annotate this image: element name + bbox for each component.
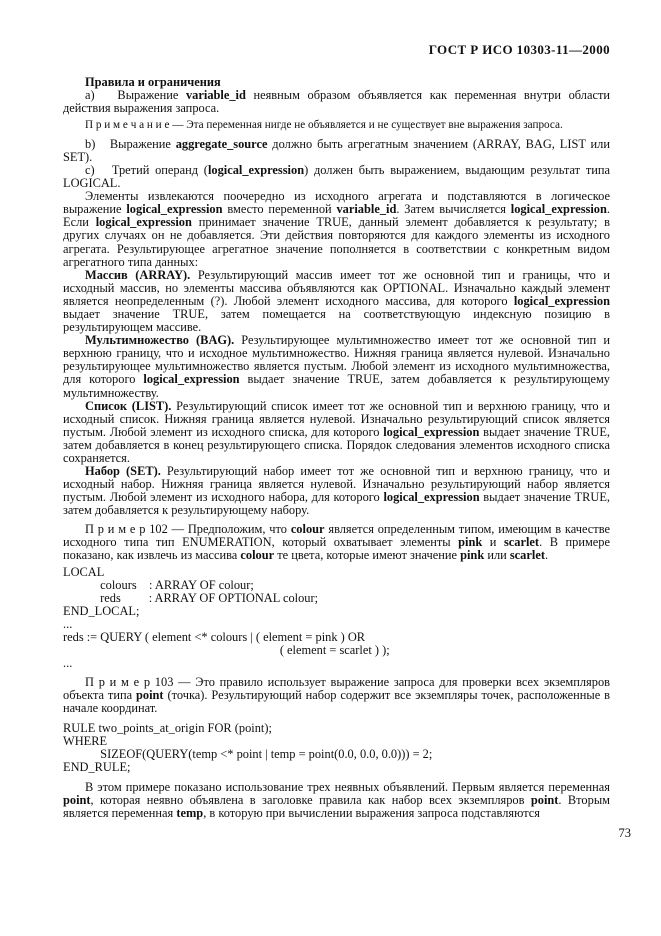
rule-item-c: c) Третий операнд (logical_expression) должен быть выражением, выдающим результат типа LOGICAL. — [63, 162, 611, 191]
paragraph-set: Набор (SET). Результирующий набор имеет тот же основной тип и верхнюю границу, что и исходный набор. Нижняя граница является нулевой. Изначально результирующий набор является пустым. Любой элемент из исходного набора, для которого logical_expression выдает значение TRUE, затем добавляется к результирующему набору. — [63, 464, 611, 518]
document-body — [63, 76, 610, 820]
note-paragraph: П р и м е ч а н и е — Эта переменная нигде не объявляется и не существует вне выражения запроса. — [85, 119, 563, 132]
example-102: П р и м е р 102 — Предположим, что colour является определенным типом, имеющим в качестве исходного типа тип ENUMERATION, который охватывает элементы pink и scarlet. В примере показано, как извлечь из массива colour те цвета, которые имеют значение pink или scarlet. — [63, 521, 611, 562]
paragraph-list: Список (LIST). Результирующий список имеет тот же основной тип и верхнюю границу, что и исходный список. Нижняя граница является нулевой. Изначально результирующий список является пустым. Любой элемент из исходного списка, для которого logical_expression выдает значение TRUE, затем добавляется в конец результирующего списка. Порядок следования элементов исходного списка сохраняется. — [63, 398, 611, 466]
paragraph-elements: Элементы извлекаются поочередно из исходного агрегата и подставляются в логическое выражение logical_expression вместо переменной variable_id. Затем вычисляется logical_expression. Если logical_expression принимает значение TRUE, данный элемент добавляется к результату; в других случаях он не добавляется. Эти действия повторяются для каждого элементы из исходного агрегата. Результирующее агрегатное значение пополняется в соответствии с конкретным видом агрегатного типа данных: — [63, 189, 611, 269]
rule-item-b: b) Выражение aggregate_source должно быть агрегатным значением (ARRAY, BAG, LIST или SET). — [63, 136, 610, 164]
document-header: ГОСТ Р ИСО 10303-11—2000 — [428, 42, 610, 57]
page-number: 73 — [618, 826, 631, 840]
example-103: П р и м е р 103 — Это правило использует выражение запроса для проверки всех экземпляров объекта типа point (точка). Результирующий набор содержит все экземпляры точек, расположенные в начале координат. — [63, 674, 610, 715]
rule-item-a: а) Выражение variable_id неявным образом объявляется как переменная внутри области действия выражения запроса. — [63, 88, 610, 116]
section-heading: Правила и ограничения — [85, 75, 221, 89]
paragraph-array: Массив (ARRAY). Результирующий массив имеет тот же основной тип и границы, что и исходный массив, но элементы массива объявляются как OPTIONAL. Изначально каждый элемент является неопределенным (?). Любой элемент исходного массива, для которого logical_expression выдает значение TRUE, затем помещается на соответствующую индексную позицию в результирующем массиве. — [63, 267, 610, 335]
paragraph-closing: В этом примере показано использование трех неявных объявлений. Первым является переменная point, которая неявно объявлена в заголовке правила как набор всех экземпляров point. Вторым является переменная temp, в которую при вычислении выражения запроса подставляются — [63, 780, 610, 821]
code-block-rule-two-points: RULE two_points_at_origin FOR (point); WHERE SIZEOF(QUERY(temp <* point | temp = point(0.0, 0.0, 0.0))) = 2; END_RULE; — [63, 720, 433, 775]
paragraph-bag: Мультимножество (BAG). Результирующее мультимножество имеет тот же основной тип и верхнюю границу, что и исходное мультимножество. Нижняя граница является нулевой. Изначально результирующее мультимножество является пустым. Любой элемент из исходного мультимножества, для которого logical_expression выдает значение TRUE, затем добавляется к результирующему мультимножеству. — [63, 333, 610, 400]
code-block-local-query: LOCAL colours : ARRAY OF colour; reds : ARRAY OF OPTIONAL colour; END_LOCAL; ... reds := QUERY ( element <* colours | ( element = pink ) OR ( element = scarlet ) ); ... — [63, 564, 390, 671]
